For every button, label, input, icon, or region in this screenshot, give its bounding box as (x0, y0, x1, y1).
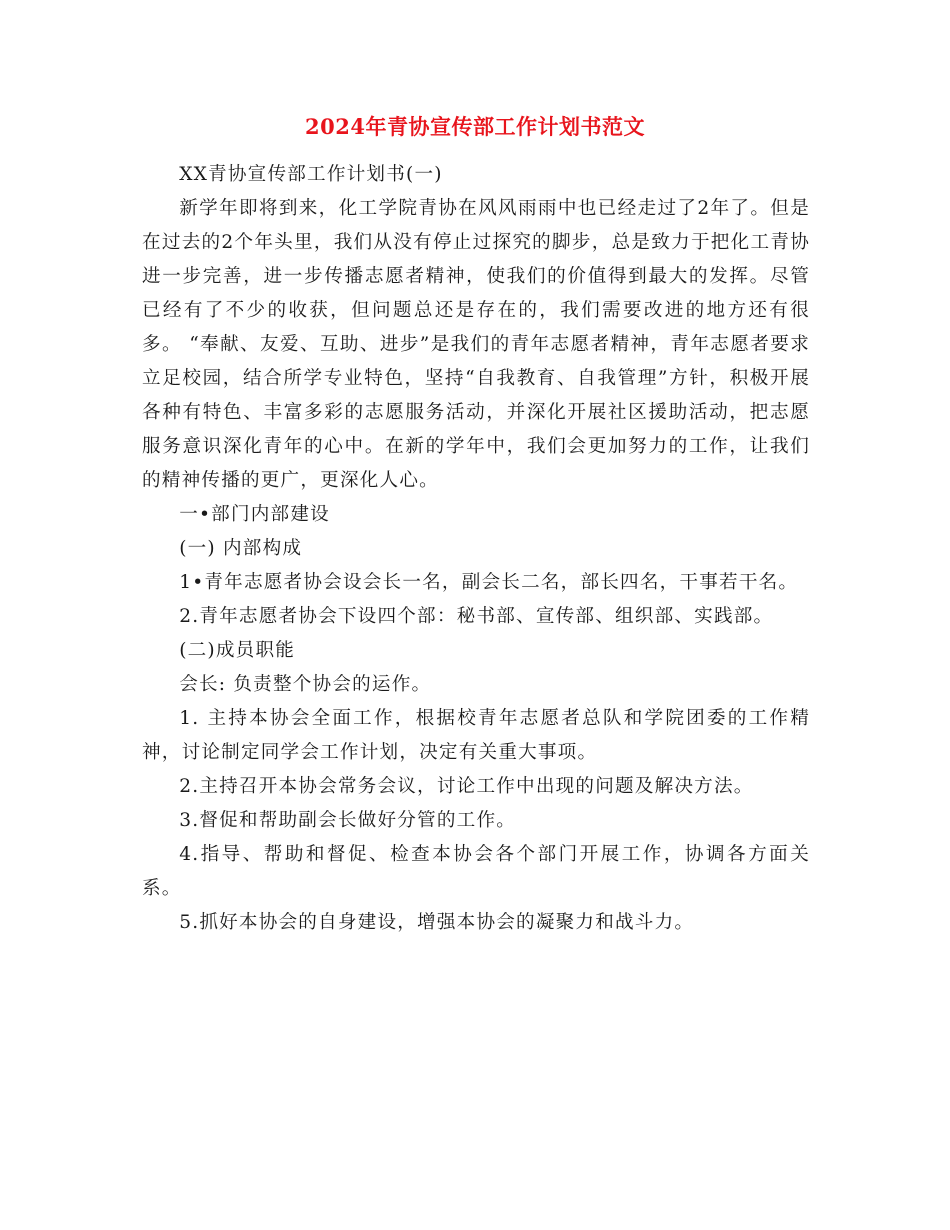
paragraph-item: 4.指导、帮助和督促、检查本协会各个部门开展工作，协调各方面关系。 (142, 844, 810, 899)
paragraph-item: 3.督促和帮助副会长做好分管的工作。 (179, 810, 517, 831)
paragraph-item: 会长: 负责整个协会的运作。 (179, 674, 432, 695)
subsection-heading: (二)成员职能 (179, 640, 296, 661)
paragraph-item: 1•青年志愿者协会设会长一名，副会长二名，部长四名，干事若干名。 (179, 572, 799, 593)
paragraph-heading: XX青协宣传部工作计划书(一) (179, 164, 443, 185)
document-body (142, 158, 810, 940)
paragraph-intro: 新学年即将到来，化工学院青协在风风雨雨中也已经走过了2年了。但是在过去的2个年头里，我们从没有停止过探究的脚步，总是致力于把化工青协进一步完善，进一步传播志愿者精神，使我们的价值得到最大的发挥。尽管已经有了不少的收获，但问题总还是存在的，我们需要改进的地方还有很多。 “奉献、友爱、互助、进步”是我们的青年志愿者精神，青年志愿者要求立足校园，结合所学专业特色，坚持“自我教育、自我管理”方针，积极开展各种有特色、丰富多彩的志愿服务活动，并深化开展社区援助活动，把志愿服务意识深化青年的心中。在新的学年中，我们会更加努力的工作，让我们的精神传播的更广，更深化人心。 (142, 198, 810, 491)
paragraph-item: 1. 主持本协会全面工作，根据校青年志愿者总队和学院团委的工作精神，讨论制定同学会工作计划，决定有关重大事项。 (142, 708, 810, 763)
paragraph-item: 2.青年志愿者协会下设四个部：秘书部、宣传部、组织部、实践部。 (179, 606, 774, 627)
section-heading: 一•部门内部建设 (179, 504, 330, 525)
subsection-heading: (一) 内部构成 (179, 538, 303, 559)
paragraph-item: 5.抓好本协会的自身建设，增强本协会的凝聚力和战斗力。 (179, 912, 695, 933)
document-title: 2024年青协宣传部工作计划书范文 (305, 114, 645, 139)
paragraph-item: 2.主持召开本协会常务会议，讨论工作中出现的问题及解决方法。 (179, 776, 754, 797)
